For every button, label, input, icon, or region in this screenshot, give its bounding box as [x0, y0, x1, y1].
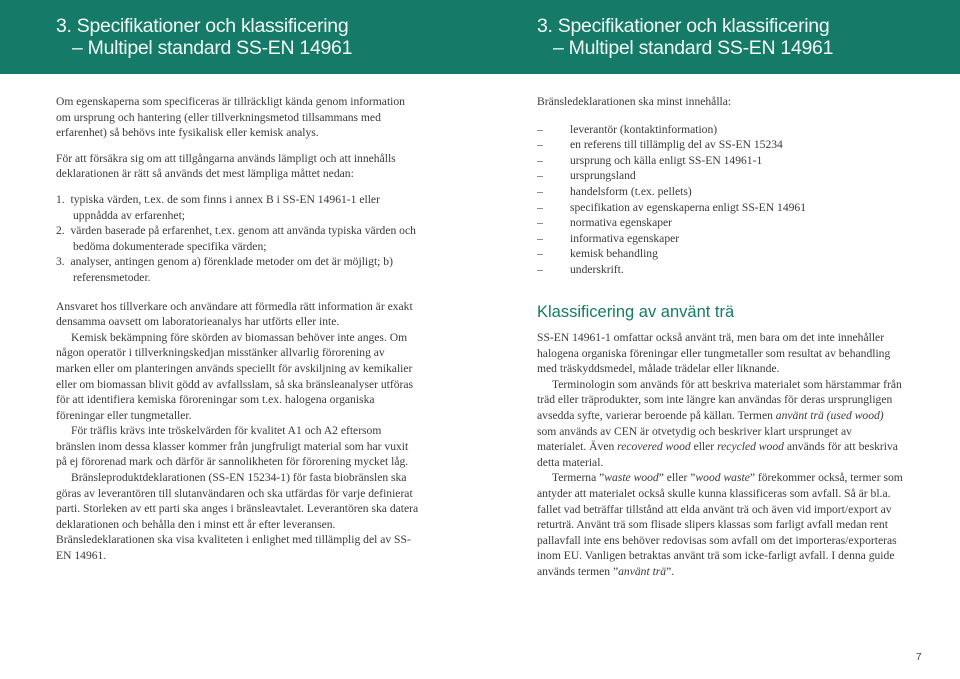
list-item: – ursprungsland: [537, 168, 903, 184]
left-header-line2: Multipel standard SS-EN 14961: [87, 37, 353, 59]
declaration-intro: Bränsledeklarationen ska minst innehålla:: [537, 95, 732, 108]
page-number: 7: [916, 652, 922, 663]
declaration-list: [537, 122, 903, 278]
left-paragraph-5: För träflis krävs inte tröskelvärden för kvalitet A1 och A2 eftersom bränslen inom dessa klasser kommer från jungfruligt material som har vuxit på ej förorenad mark och därför är sannolikheten för förorening mycket låg.: [56, 424, 409, 469]
left-paragraph-6: Bränsleproduktdeklarationen (SS-EN 15234-1) för fasta biobränslen ska göras av leverantören till slutanvändaren och ska utfärdas för varje definierat parti. Storleken av ett parti ska anges i bränsleavtalet. Leverantören ska datera deklarationen och behålla den i minst ett år efter leveransen. Bränsledeklarationen ska visa kvaliteten i enlighet med tillämplig del av SS-EN 14961.: [56, 471, 419, 563]
list-item: – specifikation av egenskaperna enligt SS-EN 14961: [537, 200, 903, 216]
left-header-line1: 3. Specifikationer och klassificering: [56, 15, 349, 37]
right-paragraph-2: Terminologin som används för att beskriva materialet som härstammar från träd eller träprodukter, som inte längre kan användas för deras ursprungligen avsedda syfte, varierar beroende på källan. Termen använt trä (used wood) som används av CEN är otvetydig och beskriver klart ursprunget av materialet. Även recovered wood eller recycled wood används för att beskriva detta material.: [537, 377, 902, 469]
list-item: – en referens till tillämplig del av SS-EN 15234: [537, 137, 903, 153]
left-paragraph-2: För att försäkra sig om att tillgångarna används lämpligt och att innehålls deklarationen är rätt så används det mest lämpliga måttet nedan:: [56, 151, 396, 181]
list-item: – normativa egenskaper: [537, 215, 903, 231]
list-item: 1. typiska värden, t.ex. de som finns i annex B i SS-EN 14961-1 eller uppnådda av erfarenhet;: [56, 192, 380, 222]
left-column: [56, 94, 421, 564]
section-heading: Klassificering av använt trä: [537, 303, 735, 321]
left-paragraph-1: Om egenskaperna som specificeras är tillräckligt kända genom information om ursprung och hantering (eller tillverkningsmetod tillsammans med erfarenhet) så behövs inte fysikalisk eller kemisk analys.: [56, 95, 405, 140]
list-item: – kemisk behandling: [537, 246, 903, 262]
right-paragraph-1: SS-EN 14961-1 omfattar också använt trä, men bara om det inte innehåller halogena organiska föreningar eller tungmetaller som resultat av behandling med träskyddsmedel, målade trädelar eller liknande.: [537, 331, 891, 376]
right-column-body: [537, 330, 903, 580]
list-item: – ursprung och källa enligt SS-EN 14961-1: [537, 153, 903, 169]
list-item: 2. värden baserade på erfarenhet, t.ex. genom att använda typiska värden och bedöma dokumenterade specifika värden;: [56, 224, 416, 253]
numbered-list: [56, 192, 421, 286]
right-header-line2: Multipel standard SS-EN 14961: [568, 37, 834, 59]
list-item: – underskrift.: [537, 262, 903, 278]
right-header-line1: 3. Specifikationer och klassificering: [537, 15, 830, 37]
list-item: 3. analyser, antingen genom a) förenklade metoder om det är möjligt; b) referensmetoder.: [56, 255, 393, 284]
left-header-title: 3. Specifikationer och klassificering – Multipel standard SS-EN 14961: [56, 15, 353, 59]
right-column: [537, 94, 903, 278]
left-paragraph-3: Ansvaret hos tillverkare och användare att förmedla rätt information är exakt densamma oavsett om laboratorieanalys har utförts eller inte.: [56, 299, 413, 329]
list-item: – handelsform (t.ex. pellets): [537, 184, 903, 200]
list-item: – leverantör (kontaktinformation): [537, 122, 903, 138]
list-item: – informativa egenskaper: [537, 231, 903, 247]
right-header-title: 3. Specifikationer och klassificering – Multipel standard SS-EN 14961: [537, 15, 834, 59]
right-paragraph-3: Termerna ”waste wood” eller ”wood waste” förekommer också, termer som antyder att materialet också skulle kunna klassificeras som avfall. Så är bl.a. fallet vad beträffar tillstånd att elda använt trä och även vid import/export av returträ. Använt trä som flisade slipers klassas som farligt avfall medan rent pallavfall inte ens behöver redovisas som avfall om det importeras/exporteras inom EU. Vanligen betraktas använt trä som icke-farligt avfall. I denna guide används termen ”använt trä”.: [537, 471, 903, 578]
left-paragraph-4: Kemisk bekämpning före skörden av biomassan behöver inte anges. Om någon operatör i tillverkningskedjan misstänker allvarlig förorening av marken eller om planteringen används speciellt för avskiljning av kemikalier eller om biomassan blivit gödd av avfallsslam, så ska bränsleanalyser utföras för att identifiera kemiska föroreningar som t.ex. halogena organiska föreningar eller tungmetaller.: [56, 330, 414, 422]
